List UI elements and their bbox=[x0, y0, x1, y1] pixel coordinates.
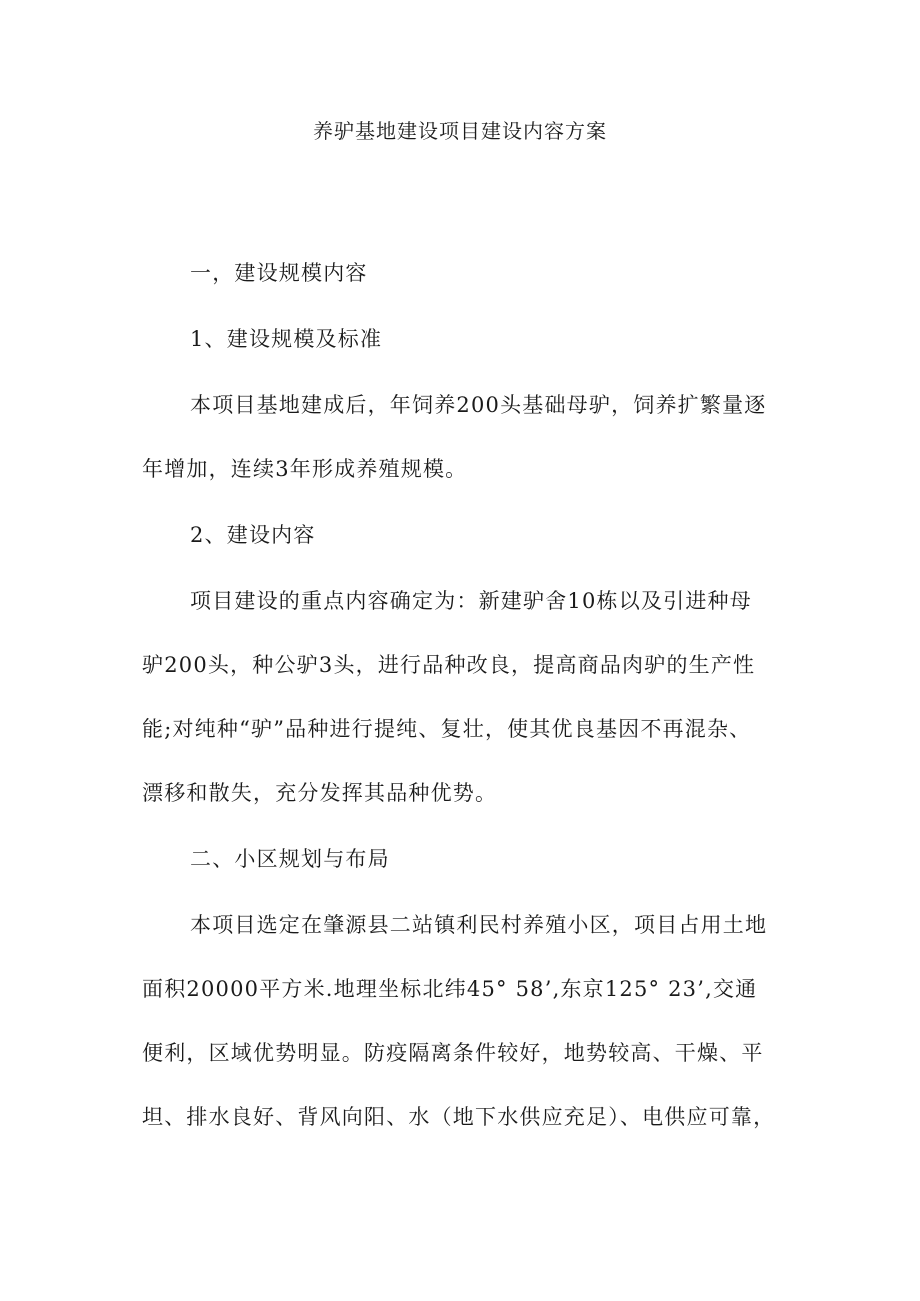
section-2-heading: 二、小区规划与布局 bbox=[190, 847, 390, 871]
subsection-1-heading: 1、建设规模及标准 bbox=[190, 327, 383, 351]
paragraph-line: 坦、排水良好、背风向阳、水（地下水供应充足）、电供应可靠， bbox=[142, 1105, 776, 1129]
paragraph-line: 年增加，连续3年形成养殖规模。 bbox=[142, 457, 468, 481]
paragraph-line: 本项目选定在肇源县二站镇利民村养殖小区，项目占用土地 bbox=[190, 913, 768, 937]
paragraph-line: 漂移和散失，充分发挥其品种优势。 bbox=[142, 781, 498, 805]
subsection-2-heading: 2、建设内容 bbox=[190, 523, 316, 547]
paragraph-line: 驴200头，种公驴3头，进行品种改良，提高商品肉驴的生产性 bbox=[142, 653, 756, 677]
document-body bbox=[142, 256, 790, 1166]
section-1-heading: 一，建设规模内容 bbox=[190, 261, 368, 285]
paragraph-line: 能;对纯种“驴”品种进行提纯、复壮，使其优良基因不再混杂、 bbox=[142, 717, 752, 741]
subsection-2-paragraph bbox=[142, 584, 790, 810]
paragraph-line: 便利，区域优势明显。防疫隔离条件较好，地势较高、干燥、平 bbox=[142, 1041, 764, 1065]
section-2-paragraph bbox=[142, 908, 790, 1134]
paragraph-line: 本项目基地建成后，年饲养200头基础母驴，饲养扩繁量逐 bbox=[190, 393, 767, 417]
paragraph-line: 项目建设的重点内容确定为：新建驴舍10栋以及引进种母 bbox=[190, 589, 752, 613]
subsection-1-paragraph bbox=[142, 388, 790, 486]
paragraph-line: 面积20000平方米.地理坐标北纬45° 58’,东京125° 23’,交通 bbox=[142, 977, 758, 1001]
document-title: 养驴基地建设项目建设内容方案 bbox=[313, 119, 607, 143]
